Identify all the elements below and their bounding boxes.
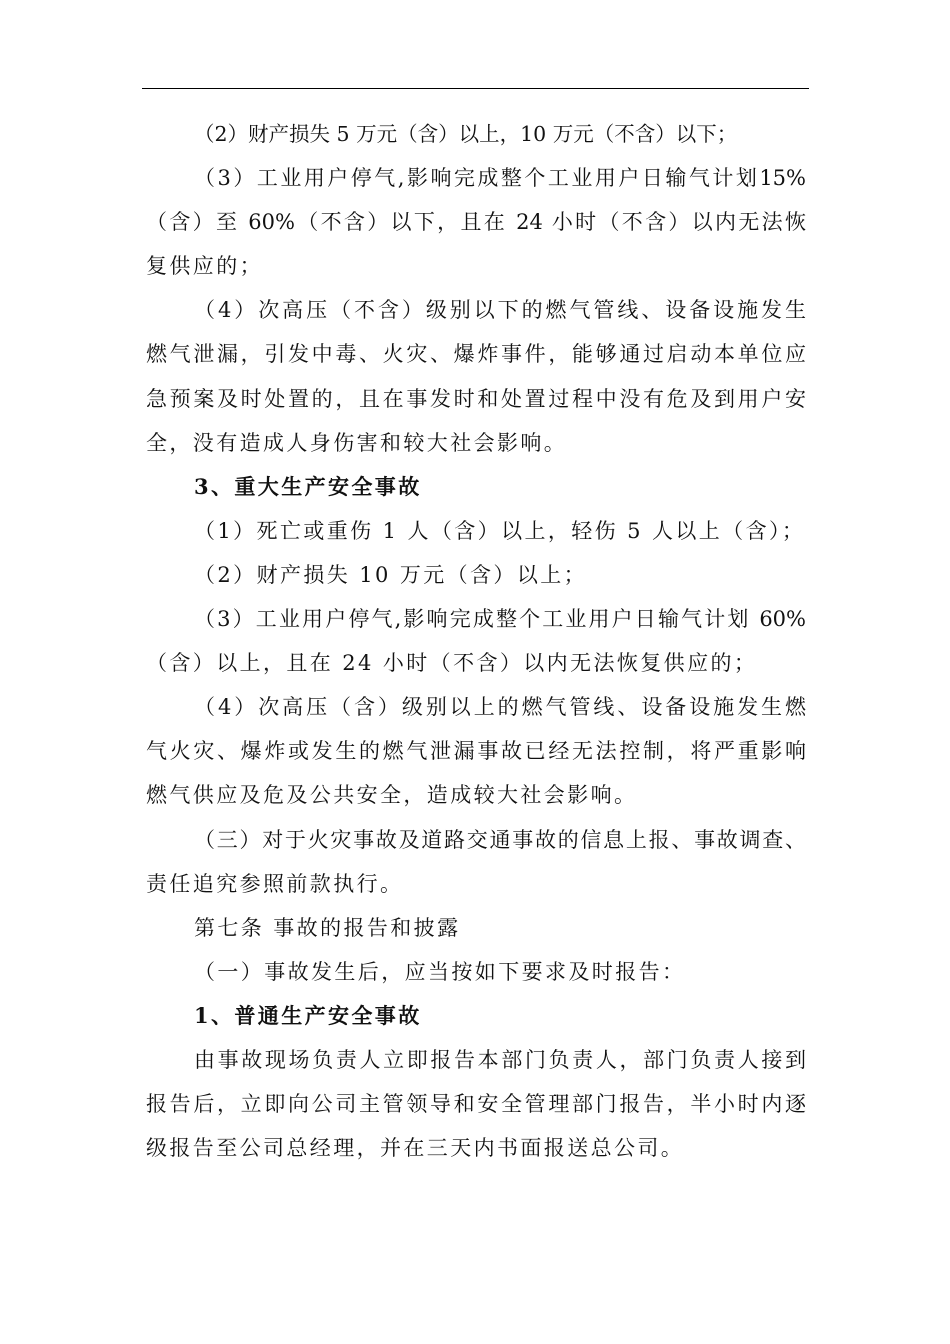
article-heading: 第七条 事故的报告和披露 (194, 915, 461, 940)
section-heading: 1、普通生产安全事故 (194, 1002, 422, 1028)
text-line: （含）以上，且在 24 小时（不含）以内无法恢复供应的； (146, 651, 758, 676)
text-line: （4）次高压（不含）级别以下的燃气管线、设备设施发生 (194, 298, 806, 323)
text-line: （含）至 60%（不含）以下，且在 24 小时（不含）以内无法恢 (146, 210, 806, 235)
text-line: （1）死亡或重伤 1 人（含）以上，轻伤 5 人以上（含）； (194, 518, 806, 543)
text-line: （一）事故发生后，应当按如下要求及时报告： (194, 959, 686, 984)
text-line: 报告后，立即向公司主管领导和安全管理部门报告，半小时内逐 (146, 1092, 806, 1117)
text-line: 气火灾、爆炸或发生的燃气泄漏事故已经无法控制，将严重影响 (146, 739, 806, 764)
text-line: 全，没有造成人身伤害和较大社会影响。 (146, 430, 568, 455)
text-line: 由事故现场负责人立即报告本部门负责人，部门负责人接到 (194, 1047, 806, 1072)
text-line: （3）工业用户停气,影响完成整个工业用户日输气计划15% (194, 166, 806, 191)
text-line: 急预案及时处置的，且在事发时和处置过程中没有危及到用户安 (146, 386, 806, 411)
text-line: （三）对于火灾事故及道路交通事故的信息上报、事故调查、 (194, 827, 806, 852)
text-line: （4）次高压（含）级别以上的燃气管线、设备设施发生燃 (194, 695, 806, 720)
text-line: 级报告至公司总经理，并在三天内书面报送总公司。 (146, 1136, 685, 1161)
document-body (146, 112, 806, 1170)
text-line: （2）财产损失 10 万元（含）以上； (194, 562, 588, 587)
text-line: 复供应的； (146, 254, 263, 279)
text-line: 责任追究参照前款执行。 (146, 871, 404, 896)
text-line: 燃气供应及危及公共安全，造成较大社会影响。 (146, 783, 638, 808)
section-heading: 3、重大生产安全事故 (194, 473, 422, 499)
text-line: 燃气泄漏，引发中毒、火灾、爆炸事件，能够通过启动本单位应 (146, 342, 806, 367)
text-line: （3）工业用户停气,影响完成整个工业用户日输气计划 60% (194, 607, 806, 632)
header-rule (142, 88, 809, 89)
text-line: （2）财产损失 5 万元（含）以上，10 万元（不含）以下； (194, 122, 738, 146)
